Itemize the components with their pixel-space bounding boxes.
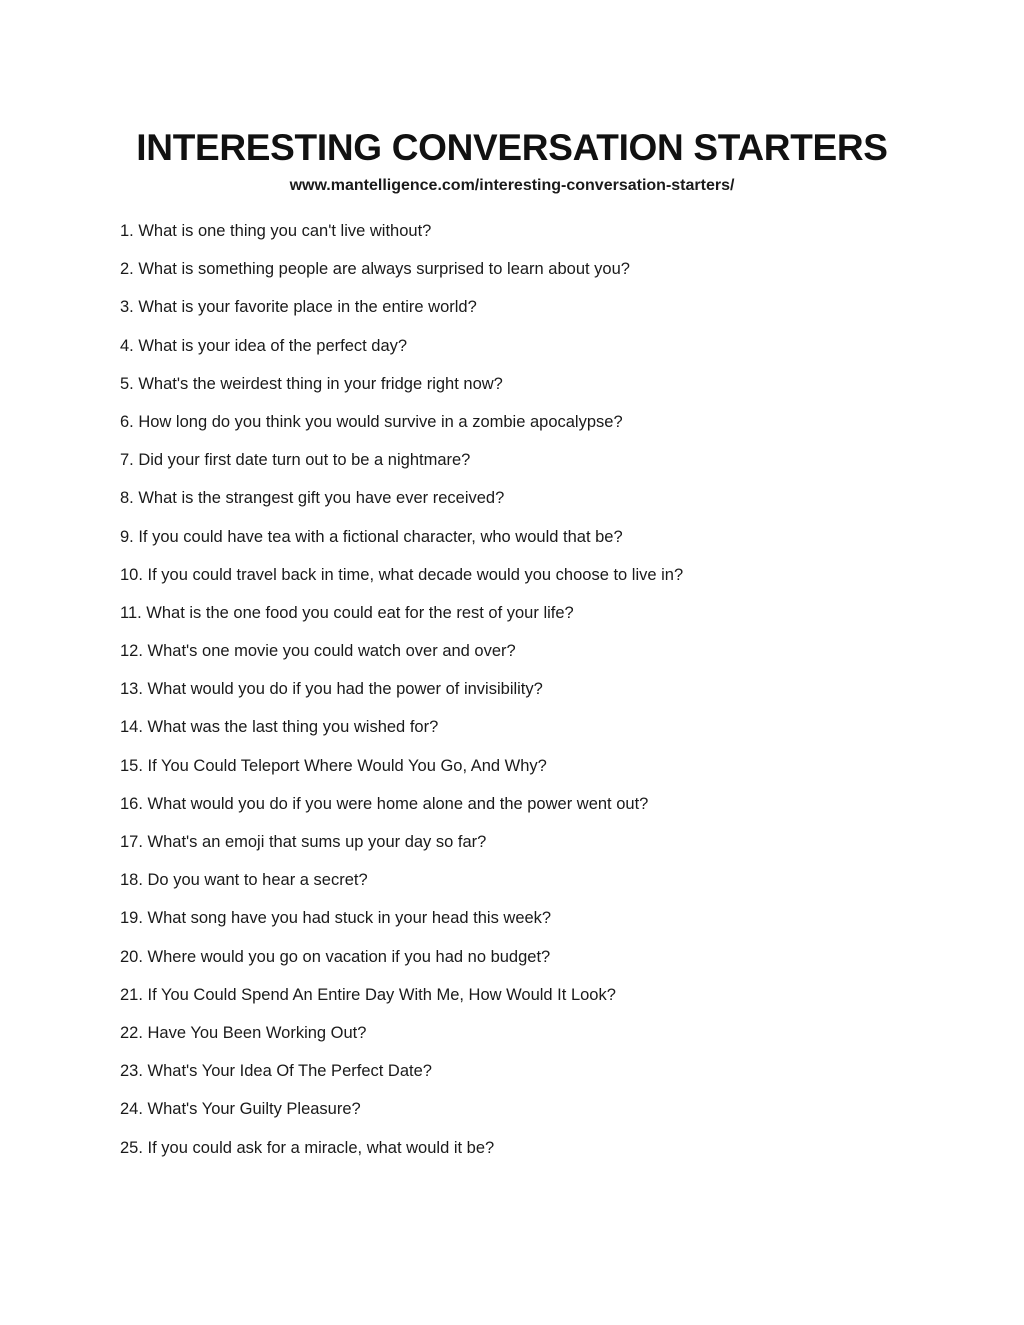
list-item: 25. If you could ask for a miracle, what would it be? bbox=[120, 1138, 495, 1157]
list-item: 11. What is the one food you could eat for the rest of your life? bbox=[120, 603, 574, 622]
list-item: 3. What is your favorite place in the entire world? bbox=[120, 298, 477, 317]
list-item: 17. What's an emoji that sums up your day so far? bbox=[120, 833, 487, 851]
page-title: INTERESTING CONVERSATION STARTERS bbox=[136, 127, 888, 168]
list-item: 21. If You Could Spend An Entire Day With Me, How Would It Look? bbox=[120, 985, 616, 1004]
list-item: 4. What is your idea of the perfect day? bbox=[120, 336, 408, 355]
source-url: www.mantelligence.com/interesting-conversation-starters/ bbox=[289, 177, 735, 194]
list-item: 12. What's one movie you could watch over and over? bbox=[120, 642, 516, 661]
list-item: 20. Where would you go on vacation if you had no budget? bbox=[120, 947, 551, 966]
list-item: 6. How long do you think you would survive in a zombie apocalypse? bbox=[120, 412, 623, 431]
list-item: 24. What's Your Guilty Pleasure? bbox=[120, 1100, 361, 1119]
list-item: 22. Have You Been Working Out? bbox=[120, 1023, 367, 1042]
list-item: 1. What is one thing you can't live without? bbox=[120, 222, 432, 240]
list-item: 10. If you could travel back in time, what decade would you choose to live in? bbox=[120, 565, 684, 584]
list-item: 19. What song have you had stuck in your head this week? bbox=[120, 909, 552, 928]
list-item: 16. What would you do if you were home alone and the power went out? bbox=[120, 794, 649, 813]
list-item: 15. If You Could Teleport Where Would You Go, And Why? bbox=[120, 756, 547, 775]
list-item: 9. If you could have tea with a fictional character, who would that be? bbox=[120, 527, 623, 546]
list-item: 8. What is the strangest gift you have ever received? bbox=[120, 489, 505, 508]
list-item: 2. What is something people are always surprised to learn about you? bbox=[120, 260, 630, 279]
list-item: 7. Did your first date turn out to be a nightmare? bbox=[120, 451, 471, 470]
list-item: 14. What was the last thing you wished for? bbox=[120, 718, 439, 737]
list-item: 23. What's Your Idea Of The Perfect Date? bbox=[120, 1062, 432, 1081]
question-list bbox=[120, 220, 920, 1175]
list-item: 5. What's the weirdest thing in your fridge right now? bbox=[120, 374, 503, 393]
list-item: 13. What would you do if you had the power of invisibility? bbox=[120, 680, 543, 699]
list-item: 18. Do you want to hear a secret? bbox=[120, 871, 368, 890]
